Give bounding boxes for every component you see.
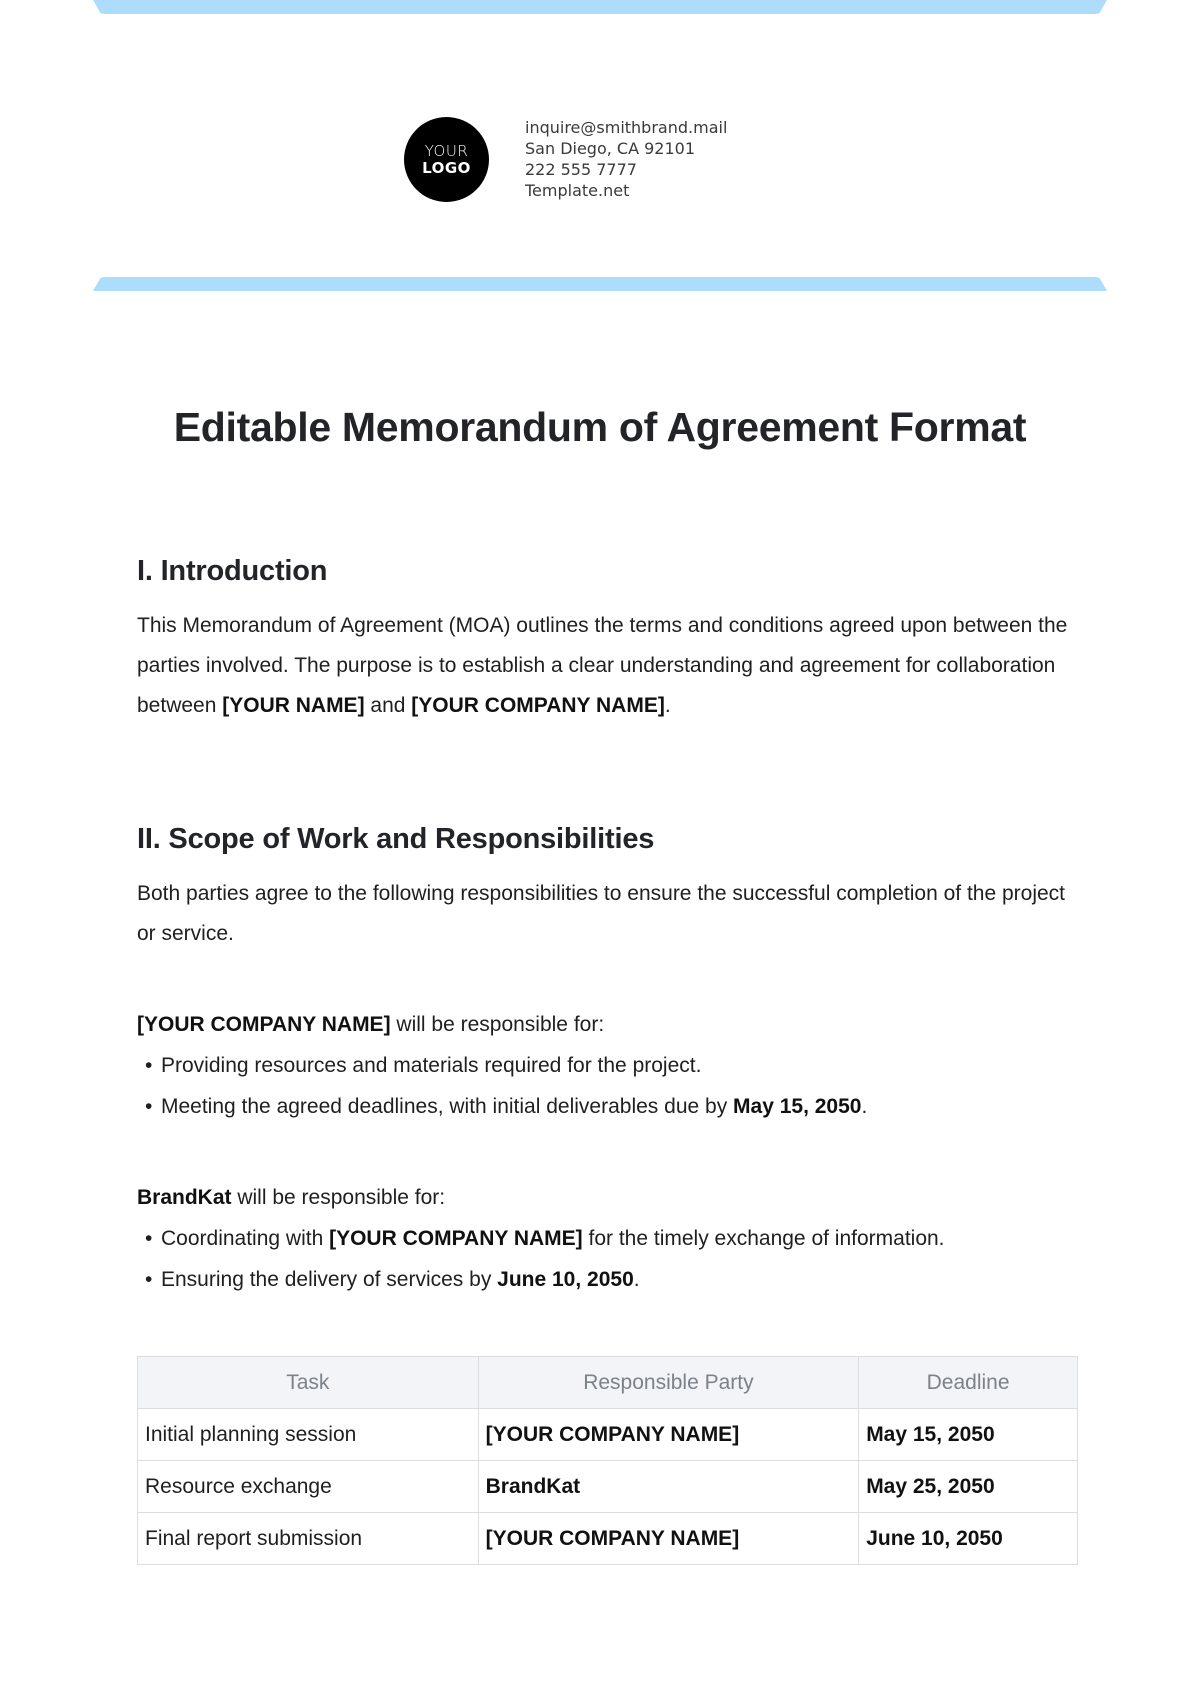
list-item-suffix: . xyxy=(861,1095,868,1118)
deadline-date: May 15, 2050 xyxy=(733,1095,862,1118)
contact-email: inquire@smithbrand.mail xyxy=(525,118,728,137)
intro-text-period: . xyxy=(664,694,671,717)
contact-info xyxy=(525,117,727,201)
cell-task: Resource exchange xyxy=(138,1461,479,1513)
column-header-deadline: Deadline xyxy=(859,1357,1078,1409)
bullet-icon: • xyxy=(145,1268,153,1291)
table-row xyxy=(138,1461,1078,1513)
table-header-row xyxy=(138,1357,1078,1409)
deadline-date: June 10, 2050 xyxy=(497,1268,634,1291)
document-title: Editable Memorandum of Agreement Format xyxy=(173,404,1027,450)
contact-website: Template.net xyxy=(525,181,630,200)
group-label-suffix: will be responsible for: xyxy=(231,1186,446,1209)
section-heading-scope: II. Scope of Work and Responsibilities xyxy=(137,823,655,855)
list-item-text: Meeting the agreed deadlines, with initial deliverables due by xyxy=(161,1095,734,1118)
table-row xyxy=(138,1513,1078,1565)
group-label-suffix: will be responsible for: xyxy=(390,1013,605,1036)
responsibility-group-company xyxy=(137,1005,1078,1127)
list-item-text: Coordinating with xyxy=(161,1227,330,1250)
cell-deadline: June 10, 2050 xyxy=(859,1513,1078,1565)
list-item xyxy=(137,1045,1078,1086)
cell-deadline: May 25, 2050 xyxy=(859,1461,1078,1513)
responsibility-table xyxy=(137,1356,1078,1565)
column-header-responsible-party: Responsible Party xyxy=(478,1357,859,1409)
cell-task: Initial planning session xyxy=(138,1409,479,1461)
intro-text: This Memorandum of Agreement (MOA) outlines the terms and conditions agreed upon between the parties involved. The purpose is to establish a clear understanding and agreement for collaboration between xyxy=(137,614,1068,717)
responsibility-group-brandkat xyxy=(137,1178,1078,1300)
introduction-paragraph xyxy=(137,606,1078,726)
column-header-task: Task xyxy=(138,1357,479,1409)
group-label xyxy=(137,1178,1078,1218)
cell-responsible-party: [YOUR COMPANY NAME] xyxy=(478,1409,859,1461)
logo-text-line2: LOGO xyxy=(422,158,471,177)
list-item-suffix: . xyxy=(633,1268,640,1291)
company-name-placeholder: [YOUR COMPANY NAME] xyxy=(411,694,665,717)
party-name: BrandKat xyxy=(137,1186,232,1209)
list-item-suffix: for the timely exchange of information. xyxy=(582,1227,945,1250)
list-item xyxy=(137,1259,1078,1300)
scope-paragraph: Both parties agree to the following responsibilities to ensure the successful completion of the project or service. xyxy=(137,882,1066,945)
list-item xyxy=(137,1086,1078,1127)
section-scope xyxy=(137,823,1078,1300)
bullet-icon: • xyxy=(145,1095,153,1118)
list-item-text: Providing resources and materials required for the project. xyxy=(161,1054,702,1077)
cell-task: Final report submission xyxy=(138,1513,479,1565)
your-name-placeholder: [YOUR NAME] xyxy=(222,694,365,717)
bullet-icon: • xyxy=(145,1054,153,1077)
cell-deadline: May 15, 2050 xyxy=(859,1409,1078,1461)
table-row xyxy=(138,1409,1078,1461)
company-logo xyxy=(404,117,489,202)
logo-text-line1: YOUR xyxy=(424,142,469,160)
cell-responsible-party: BrandKat xyxy=(478,1461,859,1513)
bullet-icon: • xyxy=(145,1227,153,1250)
contact-address: San Diego, CA 92101 xyxy=(525,139,696,158)
header-accent-bar-bottom xyxy=(93,277,1107,291)
company-name-placeholder: [YOUR COMPANY NAME] xyxy=(329,1227,583,1250)
group-label xyxy=(137,1005,1078,1045)
header-accent-bar-top xyxy=(93,0,1107,14)
section-introduction xyxy=(137,555,1078,726)
contact-phone: 222 555 7777 xyxy=(525,160,637,179)
intro-text-and: and xyxy=(364,694,412,717)
list-item-text: Ensuring the delivery of services by xyxy=(161,1268,498,1291)
party-name: [YOUR COMPANY NAME] xyxy=(137,1013,391,1036)
cell-responsible-party: [YOUR COMPANY NAME] xyxy=(478,1513,859,1565)
section-heading-introduction: I. Introduction xyxy=(137,555,328,587)
list-item xyxy=(137,1218,1078,1259)
